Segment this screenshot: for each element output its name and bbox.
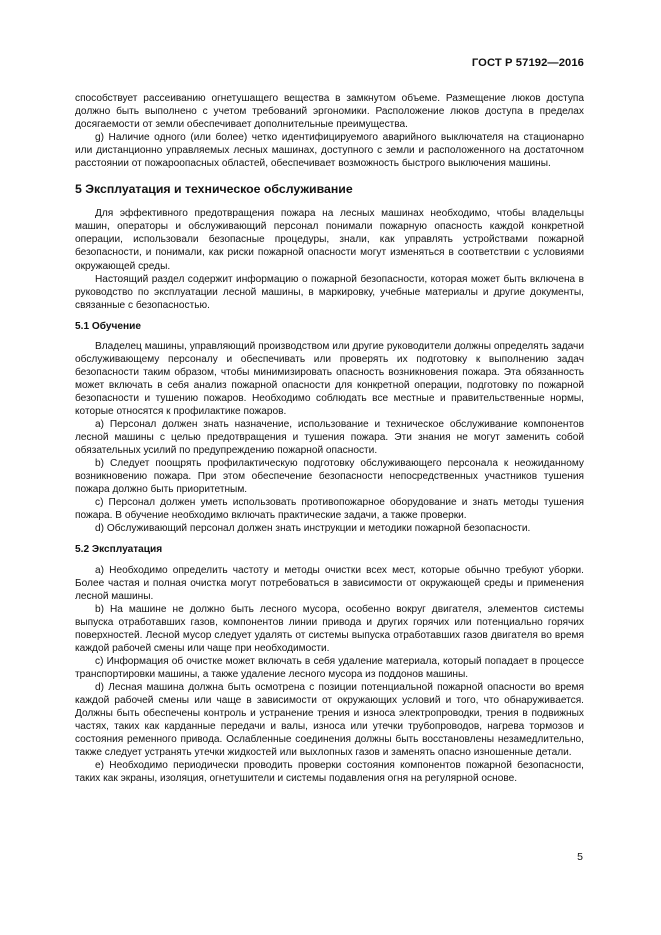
list-item-a: a) Персонал должен знать назначение, использование и техническое обслуживание компонентов лесной машины с целью предотвращения и тушения пожара. Эти знания не могут заменить собой обязательных усилий по предупреждению пожарной опасности. bbox=[75, 419, 584, 457]
list-item-c: c) Информация об очистке может включать в себя удаление материала, который попадает в процессе транспортировки машины, а также удаление лесного мусора из поддонов машины. bbox=[75, 655, 584, 680]
list-item-b: b) Следует поощрять профилактическую подготовку обслуживающего персонала к неожиданному возникновению пожара. При этом обеспечение безопасности непосредственных участников тушения пожара должно быть приоритетным. bbox=[75, 458, 584, 496]
paragraph-continuation: способствует рассеиванию огнетушащего вещества в замкнутом объеме. Размещение люков доступа должно быть выполнено с учетом требований эргономики. Расположение люков доступа в пределах досягаемости от земли обеспечивает дополнительные преимущества. bbox=[75, 93, 584, 131]
subsection-heading: 5.1 Обучение bbox=[75, 320, 141, 332]
list-item-c: c) Персонал должен уметь использовать противопожарное оборудование и знать методы тушения пожара. В обучение необходимо включать практические задачи, а также проверки. bbox=[75, 497, 584, 522]
paragraph: Для эффективного предотвращения пожара на лесных машинах необходимо, чтобы владельцы машин, операторы и обслуживающий персонал понимали пожарную опасность каждой конкретной операции, использовали безопасные процедуры, знали, как управлять устройствами пожарной безопасности, и понимали, как риски пожарной опасности могут изменяться в соответствии с условиями окружающей среды. bbox=[75, 208, 584, 272]
list-item-d: d) Обслуживающий персонал должен знать инструкции и методики пожарной безопасности. bbox=[95, 523, 531, 535]
list-item-d: d) Лесная машина должна быть осмотрена с позиции потенциальной пожарной опасности во время каждой рабочей смены или чаще в зависимости от окружающих условий и того, что обнаруживается. Должны быть обеспечены контроль и устранение трения и износа электропроводки, трения в подвижных частях, таких как карданные передачи и валы, износа или утечки трубопроводов, нагрева тормозов и состояния ременного привода. Ослабленные соединения должны быть восстановлены незамедлительно, также следует устранять утечки жидкостей или выхлопных газов и заменять опасно изношенные детали. bbox=[75, 681, 584, 759]
list-item-e: e) Необходимо периодически проводить проверки состояния компонентов пожарной безопасности, таких как экраны, изоляция, огнетушители и системы подавления огня на регулярной основе. bbox=[75, 760, 584, 785]
page-number: 5 bbox=[577, 851, 583, 863]
list-item-g: g) Наличие одного (или более) четко идентифицируемого аварийного выключателя на стационарно или дистанционно управляемых лесных машинах, доступного с земли и расположенного на достаточном расстоянии от пожароопасных областей, обеспечивает возможность быстрого выключения машины. bbox=[75, 132, 584, 170]
paragraph: Настоящий раздел содержит информацию о пожарной безопасности, которая может быть включена в руководство по эксплуатации лесной машины, в маркировку, учебные материалы и другие документы, связанные с безопасностью. bbox=[75, 273, 584, 311]
subsection-heading: 5.2 Эксплуатация bbox=[75, 544, 163, 556]
standard-id: ГОСТ Р 57192—2016 bbox=[471, 57, 584, 69]
section-heading: 5 Эксплуатация и техническое обслуживание bbox=[75, 182, 353, 197]
list-item-b: b) На машине не должно быть лесного мусора, особенно вокруг двигателя, элементов системы выпуска отработавших газов, компонентов линии привода и других горячих или потенциально горячих поверхностей. Лесной мусор следует удалять от системы выпуска отработавших газов двигателя во время каждой рабочей смены или чаще при необходимости. bbox=[75, 603, 584, 654]
list-item-a: a) Необходимо определить частоту и методы очистки всех мест, которые обычно требуют уборки. Более частая и полная очистка могут потребоваться в зависимости от окружающей среды и применения лесной машины. bbox=[75, 564, 584, 602]
paragraph: Владелец машины, управляющий производством или другие руководители должны определять задачи обслуживающему персоналу и обеспечивать или проверять их подготовку к выполнению задач безопасности таким образом, чтобы минимизировать опасность возникновения пожара. Эта обязанность может включать в себя анализ пожарной опасности для конкретной операции, подготовку по пожарной безопасности и тушению пожаров. Необходимо соблюдать все местные и правительственные нормы, которые относятся к профилактике пожаров. bbox=[75, 340, 584, 417]
page-body bbox=[75, 92, 584, 785]
